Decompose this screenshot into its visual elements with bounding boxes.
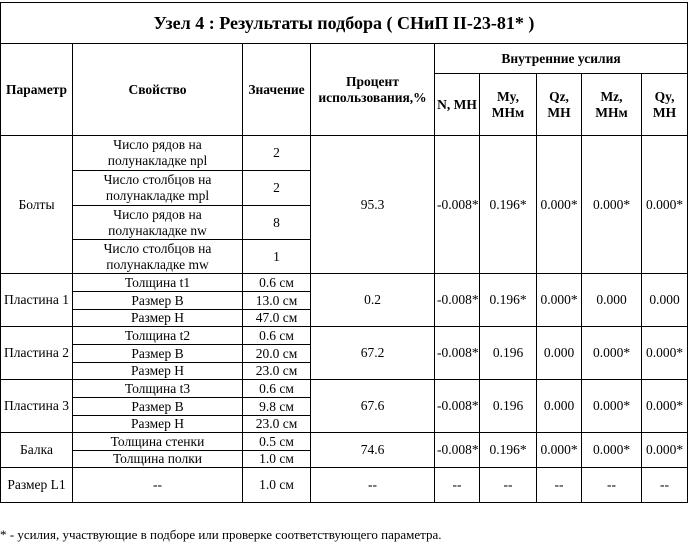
table-title: Узел 4 : Результаты подбора ( СНиП II-23-81* )	[1, 3, 688, 44]
force-cell-qy: 0.000*	[642, 433, 688, 468]
property-cell: Размер B	[73, 292, 243, 310]
header-internal-forces: Внутренние усилия	[435, 44, 688, 74]
param-cell: Пластина 1	[1, 274, 73, 327]
property-cell: Число столбцов на полунакладке mw	[73, 240, 243, 274]
force-cell-n: -0.008*	[435, 327, 480, 380]
property-cell: Размер H	[73, 310, 243, 327]
force-cell-qz: 0.000*	[537, 136, 582, 274]
force-cell-my: 0.196	[480, 327, 537, 380]
force-cell-qz: --	[537, 468, 582, 503]
force-cell-mz: 0.000*	[582, 327, 642, 380]
force-cell-mz: 0.000	[582, 274, 642, 327]
percent-cell: 0.2	[311, 274, 435, 327]
value-cell: 0.6 см	[243, 327, 311, 345]
value-cell: 23.0 см	[243, 416, 311, 433]
value-cell: 0.6 см	[243, 380, 311, 398]
header-n: N, МН	[435, 74, 480, 136]
force-cell-my: 0.196*	[480, 433, 537, 468]
table-row	[1, 468, 688, 503]
force-cell-qz: 0.000	[537, 380, 582, 433]
param-cell: Пластина 3	[1, 380, 73, 433]
force-cell-qy: 0.000*	[642, 327, 688, 380]
table-row	[1, 327, 688, 345]
header-value: Значение	[243, 44, 311, 136]
force-cell-my: 0.196	[480, 380, 537, 433]
percent-cell: 67.2	[311, 327, 435, 380]
value-cell: 13.0 см	[243, 292, 311, 310]
value-cell: 0.5 см	[243, 433, 311, 451]
value-cell: 8	[243, 206, 311, 240]
force-cell-mz: 0.000*	[582, 433, 642, 468]
property-cell: Число столбцов на полунакладке mpl	[73, 171, 243, 206]
param-cell: Болты	[1, 136, 73, 274]
force-cell-qz: 0.000*	[537, 433, 582, 468]
property-cell: Толщина t3	[73, 380, 243, 398]
value-cell: 1	[243, 240, 311, 274]
table-row	[1, 274, 688, 292]
force-cell-n: -0.008*	[435, 433, 480, 468]
force-cell-n: -0.008*	[435, 380, 480, 433]
property-cell: --	[73, 468, 243, 503]
percent-cell: 67.6	[311, 380, 435, 433]
force-cell-n: --	[435, 468, 480, 503]
force-cell-mz: 0.000*	[582, 380, 642, 433]
table-row	[1, 380, 688, 398]
force-cell-my: 0.196*	[480, 136, 537, 274]
header-property: Свойство	[73, 44, 243, 136]
force-cell-qy: 0.000	[642, 274, 688, 327]
footnote: * - усилия, участвующие в подборе или проверке соответствующего параметра.	[0, 527, 442, 542]
force-cell-my: 0.196*	[480, 274, 537, 327]
force-cell-qz: 0.000	[537, 327, 582, 380]
property-cell: Толщина стенки	[73, 433, 243, 451]
param-cell: Пластина 2	[1, 327, 73, 380]
property-cell: Толщина полки	[73, 451, 243, 468]
percent-cell: --	[311, 468, 435, 503]
property-cell: Размер H	[73, 363, 243, 380]
force-cell-my: --	[480, 468, 537, 503]
property-cell: Размер H	[73, 416, 243, 433]
header-qy: Qy, МН	[642, 74, 688, 136]
force-cell-qy: 0.000*	[642, 136, 688, 274]
force-cell-qz: 0.000*	[537, 274, 582, 327]
header-my: My, МНм	[480, 74, 537, 136]
property-cell: Толщина t2	[73, 327, 243, 345]
value-cell: 9.8 см	[243, 398, 311, 416]
value-cell: 1.0 см	[243, 451, 311, 468]
force-cell-qy: 0.000*	[642, 380, 688, 433]
value-cell: 2	[243, 171, 311, 206]
value-cell: 2	[243, 136, 311, 171]
percent-cell: 74.6	[311, 433, 435, 468]
property-cell: Число рядов на полунакладке npl	[73, 136, 243, 171]
results-body	[1, 136, 688, 503]
param-cell: Размер L1	[1, 468, 73, 503]
table-row	[1, 136, 688, 171]
table-row	[1, 433, 688, 451]
force-cell-mz: --	[582, 468, 642, 503]
value-cell: 0.6 см	[243, 274, 311, 292]
percent-cell: 95.3	[311, 136, 435, 274]
value-cell: 20.0 см	[243, 345, 311, 363]
header-mz: Mz, МНм	[582, 74, 642, 136]
property-cell: Размер B	[73, 345, 243, 363]
results-table	[0, 2, 688, 503]
header-percent: Процент использования,%	[311, 44, 435, 136]
header-qz: Qz, МН	[537, 74, 582, 136]
property-cell: Число рядов на полунакладке nw	[73, 206, 243, 240]
header-param: Параметр	[1, 44, 73, 136]
force-cell-n: -0.008*	[435, 274, 480, 327]
param-cell: Балка	[1, 433, 73, 468]
property-cell: Толщина t1	[73, 274, 243, 292]
force-cell-qy: --	[642, 468, 688, 503]
force-cell-n: -0.008*	[435, 136, 480, 274]
value-cell: 1.0 см	[243, 468, 311, 503]
value-cell: 23.0 см	[243, 363, 311, 380]
property-cell: Размер B	[73, 398, 243, 416]
value-cell: 47.0 см	[243, 310, 311, 327]
force-cell-mz: 0.000*	[582, 136, 642, 274]
